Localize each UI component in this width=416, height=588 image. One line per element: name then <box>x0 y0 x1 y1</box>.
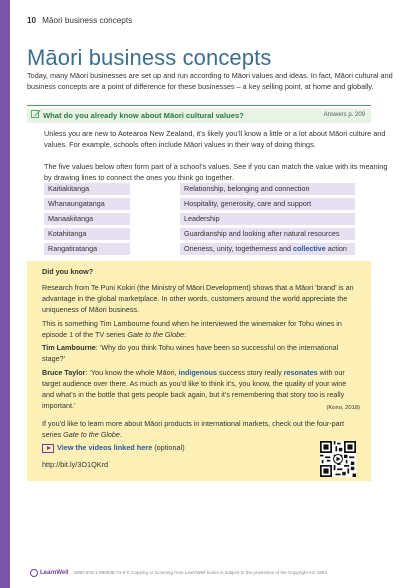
value-term[interactable]: Manaakitanga <box>44 213 130 225</box>
value-term[interactable]: Rangatiratanga <box>44 243 130 255</box>
tim-lambourne-quote <box>42 342 360 364</box>
speaker-name: Tim Lambourne <box>42 343 96 352</box>
text-run: : <box>184 330 187 339</box>
citation: (Kono, 2018) <box>326 405 360 411</box>
quote-text: with our target audience over there. As much as you’d like to think it’s, you know, the quality of your wine and what’s in the bottle that gets people back again, but it’s remembering that story too is really important.’ <box>42 368 347 410</box>
quote-text: : ‘Why do you think Tohu wines have been so successful on the international stage?’ <box>42 343 339 363</box>
video-link[interactable] <box>42 443 185 453</box>
did-you-know-paragraph-3 <box>42 418 360 440</box>
value-term[interactable]: Kotahitanga <box>44 228 130 240</box>
video-link-label[interactable]: View the videos linked here <box>57 443 153 452</box>
running-header-section: Māori business concepts <box>42 16 133 25</box>
highlight-word: resonates <box>283 368 318 377</box>
footer-isbn: ISBN 978-1-990038-74-9 <box>73 570 126 576</box>
footer-brand: LearnWell <box>40 570 69 577</box>
value-meaning[interactable]: Relationship, belonging and connection <box>180 183 355 195</box>
page-number: 10 <box>27 16 37 25</box>
value-meaning[interactable]: Leadership <box>180 213 355 225</box>
page-footer <box>30 569 328 577</box>
running-header <box>27 16 132 25</box>
highlight-word: collective <box>292 244 326 253</box>
page-edge-bar <box>0 0 10 588</box>
answers-reference: Answers p. 209 <box>323 111 365 118</box>
text-run: This is something Tim Lambourne found when he interviewed the winemaker for Tohu wines in episode 1 of the TV series <box>42 319 342 339</box>
question-title: What do you already know about Māori cultural values? <box>43 110 244 120</box>
value-meaning[interactable]: Guardianship and looking after natural resources <box>180 228 355 240</box>
did-you-know-box <box>27 261 371 481</box>
did-you-know-paragraph-2 <box>42 318 360 340</box>
value-term[interactable]: Kaitiakitanga <box>44 183 130 195</box>
highlight-word: indigenous <box>178 368 217 377</box>
meaning-text: Oneness, unity, togetherness and <box>184 244 293 253</box>
play-video-icon <box>42 444 54 453</box>
question-paragraph-2: The five values below often form part of a school’s values. See if you can match the value with its meaning by drawing lines to connect the ones you think go together. <box>44 162 388 182</box>
quote-text: success story really <box>216 368 284 377</box>
question-header <box>27 109 371 123</box>
series-title: Gate to the Globe <box>63 430 120 439</box>
meaning-text: action <box>325 244 347 253</box>
value-meaning[interactable]: Hospitality, generosity, care and support <box>180 198 355 210</box>
qr-code-icon[interactable] <box>320 441 356 477</box>
text-run: If you’d like to learn more about Māori products in international markets, check out the four-part series <box>42 419 345 439</box>
pencil-edit-icon <box>31 109 41 121</box>
text-run: . <box>119 430 122 439</box>
question-paragraph-1: Unless you are new to Aotearoa New Zealand, it’s likely you’ll know a little or a lot about Māori culture and values. For example, schools often include Māori values in their way of doing things. <box>44 129 386 149</box>
value-term[interactable]: Whanaungatanga <box>44 198 130 210</box>
value-meaning[interactable] <box>180 243 355 255</box>
speaker-name: Bruce Taylor <box>42 368 86 377</box>
did-you-know-paragraph-1: Research from Te Puni Kokiri (the Ministry of Māori Development) shows that a Māori ‘brand’ is an advantage in the global marketplace. In other words, customers around the world appreciate the uniqueness of Māori business. <box>42 283 354 314</box>
series-title: Gate to the Globe <box>127 330 185 339</box>
footer-copyright: © Copying or scanning from LearnWell books is subject to the provisions of the Copyright Act 1994. <box>126 570 329 576</box>
did-you-know-heading: Did you know? <box>42 267 94 276</box>
video-url[interactable]: http://bit.ly/3O1QKrd <box>42 460 109 469</box>
video-optional-label: (optional) <box>152 443 185 452</box>
learnwell-logo-icon <box>30 569 38 577</box>
intro-paragraph: Today, many Māori businesses are set up and run according to Māori values and ideas. In fact, Māori cultural and business concepts are a point of difference for these businesses – a key selling point, at home and globally. <box>27 71 393 92</box>
page-title: Māori business concepts <box>27 45 272 70</box>
quote-text: : ‘You know the whole Māori, <box>85 368 179 377</box>
